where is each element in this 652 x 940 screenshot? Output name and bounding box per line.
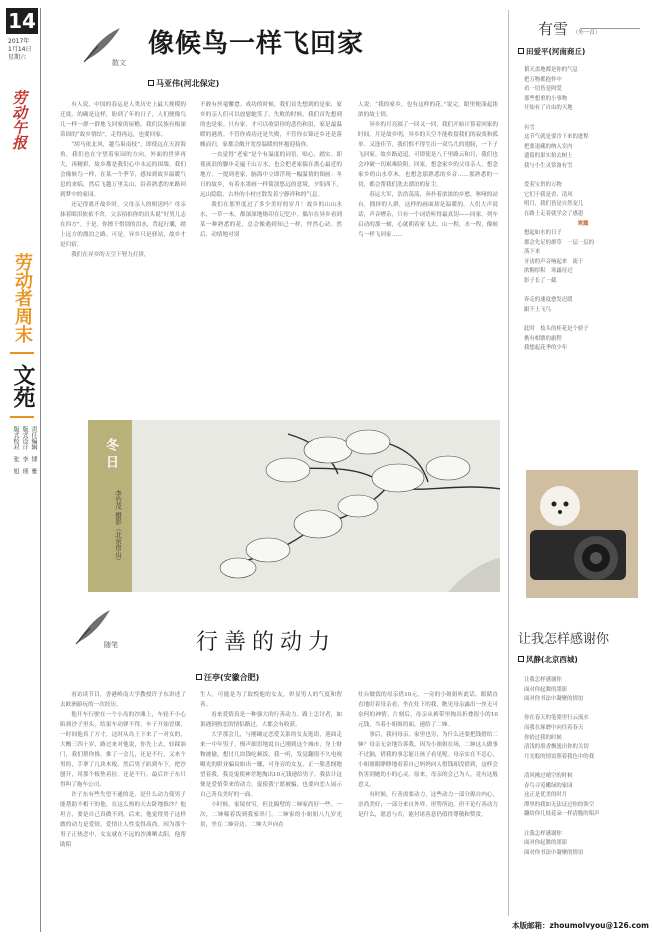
poem1-body: 韬天盖地都是你的气息 把万物都抱怀中 看一切皆是阿爱 那些想重的小事物 开始有了自由的天地 有雪 这节气就是要冷下来的进程 把要退藏的纳入室内 遗留的果实抬去树上 我与小生灵常备有雪 爱着宝贵的万物 它们于我是香、清风 明月，我们皆是自然宠儿 在路上走着就学会了感恩 寒露 想起如水的日子 都会先足的群草 一层一层的 落下来 牙齿的声音响起来 流于 浓稠厚积 寒露待过 影子长了一截 奔走的速度愈发迟缓 跟不上飞鸟 此时 枝头的桂花是个骄子 携有相馈的旅程 我想起花季的少年 bbox=[524, 66, 642, 448]
section-title-bottom: 文苑 bbox=[10, 364, 35, 408]
article2-column-3: 灶台做饭的母亲借10元，一旁的小姐姐听此话，眼睛直直地盯着母亲看。坐在灶下的我，瞧见母亲露出一丝无可奈何的神情。片刻后，母亲从裤带里掏出折叠很小的10元钱，当着小姐姐的面，递给了二婶。 事后，我问母亲，家里也穷，为什么还要把钱借给二婶？母亲无奈地告诉我，因为小姐姐在场，二婶这人做事不过脑，借我的事怎能让孩子看见呢。母亲实在不忍心，小姐姐眼睁睁地看着自己妈妈向人借钱却没借到，这样会伤害到她幼小的心灵。原来，母亲的会己为人，竟有这般意义。 有时候，行善需要动力，这些动力一部分源自内心，崇尚美好；一部分来自外界，形势所迫。但不论行善动力是什么，愿意与否，能付诸善意仍值得尊敬和赞赏。 bbox=[358, 692, 498, 818]
paper-name: 劳动午报 bbox=[10, 90, 28, 150]
article1-title: 像候鸟一样飞回家 bbox=[148, 29, 365, 59]
article1-author: 马亚伟(河北保定) bbox=[148, 78, 219, 89]
poem2-title: 让我怎样感谢你 bbox=[518, 632, 610, 647]
article1-column-tag: 散文 bbox=[112, 59, 126, 67]
date-day: 1月14日 bbox=[8, 46, 32, 53]
section-title-top: 劳动者周末 bbox=[12, 253, 33, 343]
article2-column-tag: 随笔 bbox=[104, 641, 118, 649]
footer-email-label: 本版邮箱： bbox=[512, 921, 550, 930]
footer-email-address[interactable]: zhoumolvyou@126.com bbox=[549, 921, 649, 930]
date-block bbox=[8, 38, 40, 62]
poem1-subtitle: 寒露 bbox=[577, 220, 589, 227]
article2-author: 汪亭(安徽合肥) bbox=[196, 672, 259, 683]
page-number-box bbox=[6, 8, 38, 34]
poem1-title-note: （外一首） bbox=[572, 30, 601, 36]
footer-email bbox=[512, 920, 648, 931]
paper-logo bbox=[10, 70, 30, 170]
pine-branch-illustration bbox=[88, 420, 500, 592]
date-year: 2017年 bbox=[8, 38, 30, 45]
page-number: 14 bbox=[8, 9, 36, 33]
poem1-author: 田爱平(河南商丘) bbox=[518, 46, 585, 57]
article2-column-1: 看访谈节目，香港岭南大学教授许子东讲述了去欧洲游玩的一次经历。 他开车行驶在一个小岛的沙滩上，车轮不小心陷到沙子里头，结果车动弹不得。车子开始冒烟，一时间他真了方寸，这时从岛上下来了一对女的，大概三四十岁，路过来对他说，你先上去，轻踩油门，我们帮你推，推了一会儿，还是不行，又来个男的，手拿了几块木板，然后男子趴到车下，把沙刨开，用那个板垫着拉。还是不行，最后许子东只得叫了拖车公司。 许子东有些失望不通的是，是什么动力使男子能帮助不相干的他，在这么热的天去卧地推沙？他坦言，要是自己真做不到。后来，他觉得男子这样做的动力是爱情，爱情让人性变得高尚。因为那个男子正热恋中，女友就在不远的沙滩晒太阳，他帮助陌 bbox=[60, 692, 186, 848]
winter-photo bbox=[88, 420, 500, 592]
poem1-title: 有雪 （外一首） bbox=[538, 20, 601, 38]
poem1-title-rule bbox=[580, 28, 640, 29]
section-title-divider-top bbox=[10, 352, 34, 355]
photo-title: 冬日 bbox=[103, 438, 118, 472]
poem2-body: 让我怎样感谢你 面对你起舞的墨影 面对你书法中凝聚的情谊 你在春天的笔墨里行云流水 而我在琢磨中向往着春天 你拾过我的时候 清浅的墨香飘逸出你的关切 月光般的情谊照着我色中的我 清风拂过晴空的时候 春鸟寻觅嫩绿的家园 这正是优美的时月 潭里的我如无法证过你的领空 翻给你几枝花朵一样清脆的唱声 让我怎样感谢你 面对你起舞的墨影 面对你书法中凝聚的情谊 bbox=[524, 677, 600, 856]
photo-credit: 李竹茂 摄影（北京房山） bbox=[114, 490, 122, 564]
article1-column-2: 不敢有丝毫懈怠。成功的时候，我们首先想到的是家，家乡的亲人们可以放慰她笑了。失败的时候，我们首先想到的也是家。只有家，才可以收留你的悲伤和泪，家是最温暖的港湾。不管你成功还是失败，不管你衣锦还乡还是落魄而归，家都会敞开宽厚温暖的怀抱迎接你。 一直觉得“老家”是个有温度的词语，贴心，踏实。即使流浪的脚步走遍千山万水，也会把老家揣在离心最近的地方。一提到老家，脑海中立即浮现一幅温情的图画：冬日的故乡，有着水墨画一样简淡悠远的意境，夕阳西下，远山隐隐，古朴的小村庄散发着宁静祥和的气息。 我们在那里度过了多少美好的岁月！故乡的山山水水，一草一木，都深深地烙印在记忆中。偶尔在异乡看到某一种熟悉的花，总会像遇到知己一样，怦然心动。然后，动情地对别 bbox=[200, 102, 342, 238]
article2-title: 行善的动力 bbox=[196, 630, 337, 655]
camera-with-puppy-illustration bbox=[526, 470, 638, 598]
article1-column-1: 有人说，中国的春运是人类历史上最大规模的迁徙。的确是这样，盼到了年的日子，人们便像鸟儿一样一群一群地飞回家的屋檐。我们民族有根深蒂固的“故乡情结”，走得再远，也要回家。 “胡马依北风，越鸟巢南枝”，即使远在天涯海角，我们也在守望着家园的方向。外面的世界再大，再精彩，故乡都是我们心中永远的围墙。我们会像候鸟一样，在某一个季节，感知到故乡温暖气息的来临，然后飞越万里关山，沿着熟悉的来路回到梦中的家园。 还记得离开故乡时，父母亲人的相送吗？母亲抹着眼泪依依不舍，父亲拍拍你的肩头说“好男儿志在四方”。于是，你擦干惜别的泪水，背起行囊，踏上远方的漂泊之路。可是，异乡只是驿站，故乡才是归宿。 我们在异乡的天空下努力打拼， bbox=[60, 102, 186, 258]
article1-column-3: 人说：“我的家乡，也有这样的花。”说完，眼里便漾起浓浓的故土情。 异乡的月亮圆了一回又一回，我们开始计算着回家的时间。月是故乡明，异乡的天空不能收留我们的寂寞和孤单。又逢佳节，我们恨不得生出一双鸟儿的翅膀，一下子飞回家。故乡路迢迢，可即使是八千里路云和月，我们也会冲破一切艰难险阻，回家。想念家乡的父母亲人，想念家乡的山水草木，也想念那熟悉的乡音……那熟悉的一切，都会帮我们洗去漂泊的征尘。 春运大军，浩浩荡荡，奔扑着浓浓的乡愁，呕哑的站台，拥挤的人群，这样的画面却是温暖的，人们大声说话，声音嘈杂，只有一个词语听得最真切——回家。列车启动的那一刻，心就朝着家飞去。山一程，水一程，像候鸟一样飞回家…… bbox=[358, 102, 498, 238]
poem2-author: 风静(北京西城) bbox=[518, 654, 578, 665]
masthead-divider bbox=[40, 8, 41, 932]
camera-photo bbox=[526, 470, 638, 598]
weekday: 星期六 bbox=[8, 54, 27, 61]
article2-column-2: 生人，可能是为了取悦他的女友，彰显男人的气度和智善。 看来爱情真是一种强大的行善动力。路上怎讨者，如果遇到热恋的情侣路过，大都会有收获。 大学那会儿，与刚确定恋爱关系的女友逛街，迎面走来一中年男子，慢声细语地说自己刚到这个城市，身上财物被偷，想讨几块钱吃顿饭。我一听，发觉翻很不久电视曝光的职业骗局如出一辙，可身旁的女友，正一脸悲悯地望着我。我竟鬼使神差地掏出10元钱递给男子。我估计这便是爱情带来的动力，促使我宁愿被骗，也要向恋人展示自己善良美好的一面。 小时候，家境贫穷，但比隔壁的二婶家尚好一些。一次，二婶喘着饭到我家串门，二婶家的小姐姐八九岁光景，坐在二婶旁边。二婶大声向在 bbox=[200, 692, 342, 828]
right-column-divider bbox=[508, 10, 509, 916]
staff-credits: 责任编辑 博 雅 版式设计 李 瑶 版式校对 张 旭 bbox=[12, 426, 37, 474]
section-title-divider-bottom bbox=[10, 416, 34, 419]
